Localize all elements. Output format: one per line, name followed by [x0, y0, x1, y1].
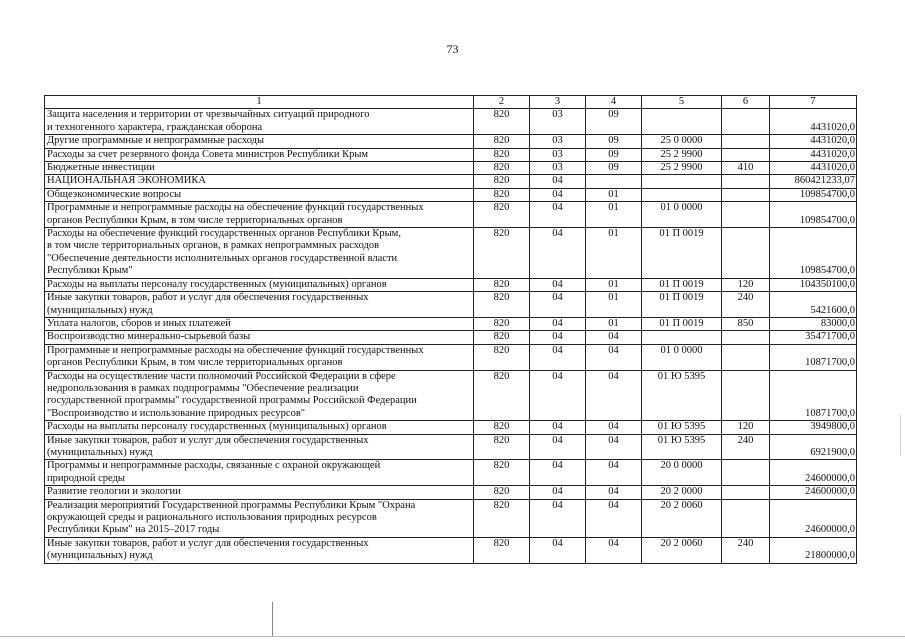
- col-target-article: 20 0 0000: [642, 460, 722, 486]
- row-name-line: (муниципальных) нужд: [47, 550, 153, 562]
- table-row: [45, 162, 857, 175]
- row-name: [45, 135, 474, 148]
- row-name: [45, 278, 474, 291]
- col-expense-type: [722, 135, 770, 148]
- table-row: [45, 278, 857, 291]
- row-name: [45, 537, 474, 563]
- col-subsection: 01: [586, 317, 642, 330]
- row-name: [45, 175, 474, 188]
- table-row: [45, 486, 857, 499]
- col-target-article: 25 2 9900: [642, 148, 722, 161]
- header-col-5: 5: [642, 96, 722, 109]
- col-amount: 35471700,0: [770, 331, 857, 344]
- col-target-article: 20 2 0060: [642, 537, 722, 563]
- col-expense-type: 120: [722, 278, 770, 291]
- col-admin-code: 820: [474, 109, 530, 135]
- row-name: [45, 344, 474, 370]
- table-row: [45, 460, 857, 486]
- row-name-line: Защита населения и территории от чрезвычайных ситуаций природного: [47, 109, 370, 121]
- row-name-line: Общеэкономические вопросы: [47, 188, 182, 200]
- table-row: [45, 292, 857, 318]
- header-col-7: 7: [770, 96, 857, 109]
- table-row: [45, 344, 857, 370]
- row-name: [45, 228, 474, 279]
- col-section: 04: [530, 370, 586, 421]
- row-name-line: государственной программы" государственной программы Российской Федерации: [47, 395, 417, 407]
- table-row: [45, 228, 857, 279]
- col-target-article: 01 П 0019: [642, 278, 722, 291]
- row-name-line: Расходы на осуществление части полномочий Российской Федерации в сфере: [47, 370, 396, 382]
- col-amount: 4431020,0: [770, 148, 857, 161]
- col-subsection: 04: [586, 460, 642, 486]
- row-name: [45, 421, 474, 434]
- col-section: 04: [530, 278, 586, 291]
- scan-mark: [272, 602, 273, 636]
- col-admin-code: 820: [474, 148, 530, 161]
- row-name-line: Иные закупки товаров, работ и услуг для обеспечения государственных: [47, 537, 369, 549]
- col-subsection: 04: [586, 370, 642, 421]
- col-section: 04: [530, 537, 586, 563]
- table-row: [45, 434, 857, 460]
- table-row: [45, 331, 857, 344]
- col-amount: 24600000,0: [770, 499, 857, 537]
- row-name: [45, 434, 474, 460]
- col-target-article: 20 2 0000: [642, 486, 722, 499]
- row-name-line: Иные закупки товаров, работ и услуг для обеспечения государственных: [47, 434, 369, 446]
- row-name-line: Развитие геологии и экологии: [47, 486, 181, 498]
- col-admin-code: 820: [474, 331, 530, 344]
- col-section: 04: [530, 344, 586, 370]
- table-row: [45, 175, 857, 188]
- col-expense-type: [722, 499, 770, 537]
- row-name-line: Реализация мероприятий Государственной программы Республики Крым "Охрана: [47, 499, 416, 511]
- col-target-article: 01 П 0019: [642, 292, 722, 318]
- col-section: 04: [530, 317, 586, 330]
- col-target-article: 25 0 0000: [642, 135, 722, 148]
- col-target-article: 01 0 0000: [642, 344, 722, 370]
- col-admin-code: 820: [474, 278, 530, 291]
- col-admin-code: 820: [474, 370, 530, 421]
- row-name: [45, 486, 474, 499]
- row-name: [45, 202, 474, 228]
- col-amount: 4431020,0: [770, 162, 857, 175]
- col-admin-code: 820: [474, 434, 530, 460]
- col-subsection: 04: [586, 434, 642, 460]
- col-subsection: 09: [586, 148, 642, 161]
- table-row: [45, 421, 857, 434]
- col-subsection: 09: [586, 109, 642, 135]
- row-name-line: Республики Крым": [47, 265, 133, 277]
- col-subsection: 01: [586, 188, 642, 201]
- col-expense-type: [722, 460, 770, 486]
- row-name-line: "Воспроизводство и использование природных ресурсов": [47, 407, 306, 419]
- col-admin-code: 820: [474, 499, 530, 537]
- col-amount: 860421233,07: [770, 175, 857, 188]
- col-amount: 83000,0: [770, 317, 857, 330]
- row-name: [45, 370, 474, 421]
- scan-edge-mark: [900, 415, 901, 455]
- table-row: [45, 135, 857, 148]
- col-amount: 6921900,0: [770, 434, 857, 460]
- row-name-line: Расходы на выплаты персоналу государственных (муниципальных) органов: [47, 278, 387, 290]
- col-target-article: 25 2 9900: [642, 162, 722, 175]
- row-name-line: Расходы на обеспечение функций государственных органов Республики Крым,: [47, 228, 401, 240]
- col-section: 04: [530, 499, 586, 537]
- header-row: [45, 96, 857, 109]
- row-name-line: окружающей среды и рационального использования природных ресурсов: [47, 512, 377, 523]
- col-expense-type: [722, 486, 770, 499]
- col-section: 04: [530, 486, 586, 499]
- row-name-line: недропользования в рамках подпрограммы "Обеспечение реализации: [47, 382, 359, 394]
- header-col-4: 4: [586, 96, 642, 109]
- col-subsection: [586, 175, 642, 188]
- col-subsection: 04: [586, 421, 642, 434]
- col-subsection: 04: [586, 331, 642, 344]
- col-admin-code: 820: [474, 135, 530, 148]
- col-target-article: 01 Ю 5395: [642, 370, 722, 421]
- col-subsection: 04: [586, 486, 642, 499]
- table-row: [45, 148, 857, 161]
- row-name: [45, 460, 474, 486]
- row-name-line: Республики Крым" на 2015–2017 годы: [47, 524, 220, 536]
- page-number: 73: [446, 42, 459, 56]
- col-section: 04: [530, 175, 586, 188]
- col-section: 04: [530, 292, 586, 318]
- row-name-line: НАЦИОНАЛЬНАЯ ЭКОНОМИКА: [47, 175, 206, 187]
- row-name-line: Программные и непрограммные расходы на обеспечение функций государственных: [47, 344, 424, 356]
- col-admin-code: 820: [474, 421, 530, 434]
- row-name-line: Программные и непрограммные расходы на обеспечение функций государственных: [47, 202, 424, 214]
- col-admin-code: 820: [474, 175, 530, 188]
- row-name-line: и техногенного характера, гражданская оборона: [47, 121, 263, 133]
- col-subsection: 04: [586, 344, 642, 370]
- row-name-line: (муниципальных) нужд: [47, 304, 153, 316]
- col-expense-type: [722, 148, 770, 161]
- col-admin-code: 820: [474, 486, 530, 499]
- col-amount: 109854700,0: [770, 202, 857, 228]
- row-name: [45, 292, 474, 318]
- col-expense-type: 240: [722, 434, 770, 460]
- page-edge-line: [0, 636, 905, 637]
- col-target-article: 01 Ю 5395: [642, 434, 722, 460]
- table-row: [45, 537, 857, 563]
- col-amount: 24600000,0: [770, 460, 857, 486]
- row-name: [45, 331, 474, 344]
- col-section: 04: [530, 228, 586, 279]
- row-name-line: Иные закупки товаров, работ и услуг для обеспечения государственных: [47, 292, 369, 304]
- table-row: [45, 109, 857, 135]
- row-name: [45, 148, 474, 161]
- col-amount: 5421600,0: [770, 292, 857, 318]
- col-expense-type: [722, 344, 770, 370]
- row-name-line: Расходы за счет резервного фонда Совета министров Республики Крым: [47, 148, 369, 160]
- col-target-article: [642, 188, 722, 201]
- col-amount: 109854700,0: [770, 228, 857, 279]
- row-name-line: в том числе территориальных органов, в рамках непрограммных расходов: [47, 240, 380, 252]
- col-expense-type: 240: [722, 537, 770, 563]
- col-admin-code: 820: [474, 202, 530, 228]
- col-expense-type: 850: [722, 317, 770, 330]
- col-subsection: 04: [586, 499, 642, 537]
- col-amount: 24600000,0: [770, 486, 857, 499]
- col-subsection: 01: [586, 292, 642, 318]
- table-row: [45, 370, 857, 421]
- col-subsection: 09: [586, 162, 642, 175]
- row-name-line: (муниципальных) нужд: [47, 446, 153, 458]
- col-expense-type: [722, 370, 770, 421]
- col-amount: 10871700,0: [770, 370, 857, 421]
- row-name-line: Другие программные и непрограммные расходы: [47, 135, 265, 147]
- col-expense-type: 120: [722, 421, 770, 434]
- row-name: [45, 162, 474, 175]
- col-expense-type: 240: [722, 292, 770, 318]
- col-section: 03: [530, 109, 586, 135]
- col-expense-type: [722, 228, 770, 279]
- col-amount: 109854700,0: [770, 188, 857, 201]
- table-row: [45, 188, 857, 201]
- col-expense-type: [722, 202, 770, 228]
- budget-table: [44, 95, 857, 564]
- row-name-line: Расходы на выплаты персоналу государственных (муниципальных) органов: [47, 421, 387, 433]
- header-col-1: 1: [45, 96, 474, 109]
- header-col-6: 6: [722, 96, 770, 109]
- col-expense-type: 410: [722, 162, 770, 175]
- header-col-3: 3: [530, 96, 586, 109]
- table-row: [45, 499, 857, 537]
- col-target-article: 01 П 0019: [642, 317, 722, 330]
- col-amount: 3949800,0: [770, 421, 857, 434]
- col-subsection: 01: [586, 278, 642, 291]
- col-subsection: 09: [586, 135, 642, 148]
- col-section: 04: [530, 434, 586, 460]
- col-amount: 21800000,0: [770, 537, 857, 563]
- col-amount: 10871700,0: [770, 344, 857, 370]
- col-section: 03: [530, 135, 586, 148]
- col-expense-type: [722, 188, 770, 201]
- col-admin-code: 820: [474, 162, 530, 175]
- row-name-line: Воспроизводство минерально-сырьевой базы: [47, 331, 251, 343]
- col-admin-code: 820: [474, 188, 530, 201]
- col-expense-type: [722, 175, 770, 188]
- header-col-2: 2: [474, 96, 530, 109]
- row-name-line: "Обеспечение деятельности исполнительных органов государственной власти: [47, 252, 398, 264]
- col-target-article: [642, 109, 722, 135]
- col-section: 04: [530, 460, 586, 486]
- col-target-article: 20 2 0060: [642, 499, 722, 537]
- col-admin-code: 820: [474, 344, 530, 370]
- row-name-line: органов Республики Крым, в том числе территориальных органов: [47, 357, 343, 369]
- col-amount: 104350100,0: [770, 278, 857, 291]
- col-section: 04: [530, 331, 586, 344]
- col-subsection: 04: [586, 537, 642, 563]
- col-subsection: 01: [586, 202, 642, 228]
- col-section: 04: [530, 421, 586, 434]
- col-target-article: 01 П 0019: [642, 228, 722, 279]
- col-admin-code: 820: [474, 228, 530, 279]
- row-name-line: Бюджетные инвестиции: [47, 162, 155, 174]
- row-name-line: природной среды: [47, 472, 125, 484]
- col-subsection: 01: [586, 228, 642, 279]
- col-amount: 4431020,0: [770, 135, 857, 148]
- row-name-line: Программы и непрограммные расходы, связанные с охраной окружающей: [47, 460, 381, 472]
- col-section: 04: [530, 188, 586, 201]
- table-row: [45, 317, 857, 330]
- col-admin-code: 820: [474, 537, 530, 563]
- row-name-line: Уплата налогов, сборов и иных платежей: [47, 317, 231, 329]
- col-expense-type: [722, 331, 770, 344]
- col-admin-code: 820: [474, 317, 530, 330]
- col-section: 03: [530, 148, 586, 161]
- row-name: [45, 188, 474, 201]
- col-target-article: 01 0 0000: [642, 202, 722, 228]
- col-target-article: [642, 175, 722, 188]
- col-admin-code: 820: [474, 292, 530, 318]
- col-section: 03: [530, 162, 586, 175]
- row-name: [45, 109, 474, 135]
- col-section: 04: [530, 202, 586, 228]
- row-name: [45, 317, 474, 330]
- row-name-line: органов Республики Крым, в том числе территориальных органов: [47, 214, 343, 226]
- col-expense-type: [722, 109, 770, 135]
- col-target-article: [642, 331, 722, 344]
- table-body: [45, 96, 857, 564]
- col-admin-code: 820: [474, 460, 530, 486]
- col-target-article: 01 Ю 5395: [642, 421, 722, 434]
- row-name: [45, 499, 474, 537]
- col-amount: 4431020,0: [770, 109, 857, 135]
- table-row: [45, 202, 857, 228]
